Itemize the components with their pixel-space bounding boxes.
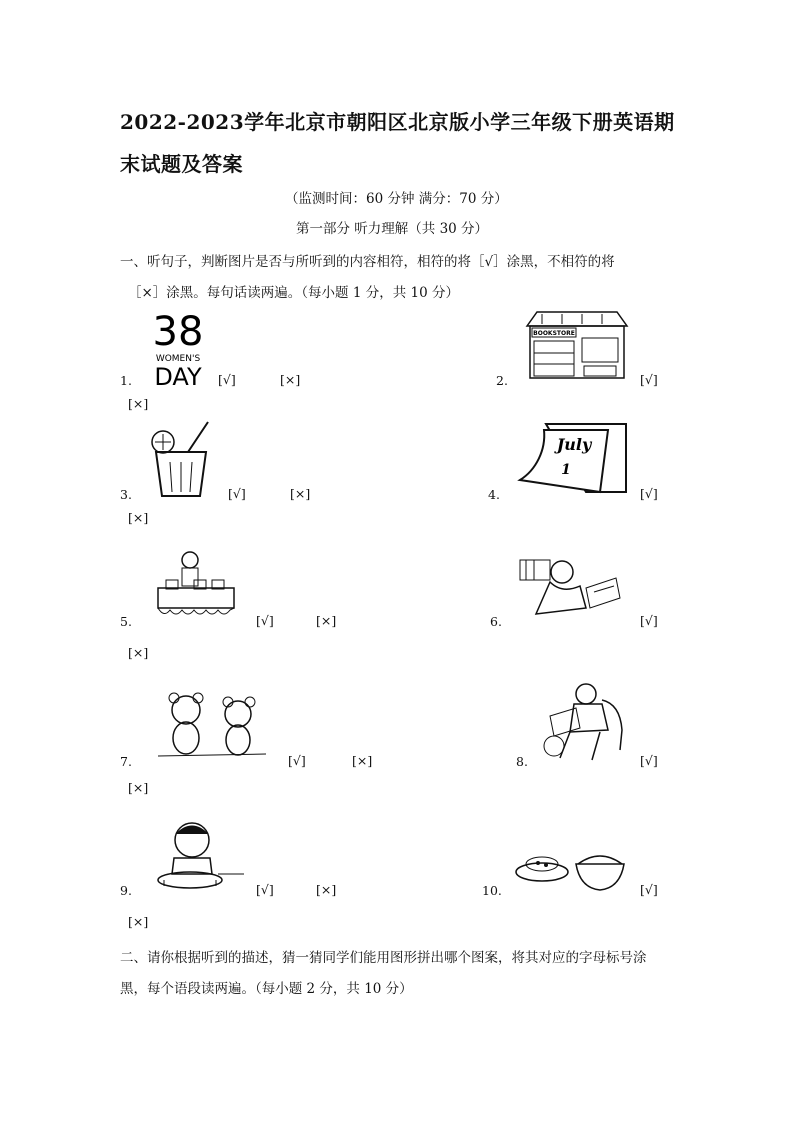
item-number: 10. — [482, 883, 502, 898]
cross-option[interactable]: [×] — [280, 372, 301, 387]
boy-at-table-picture — [150, 818, 246, 898]
check-option[interactable]: [√] — [640, 882, 658, 897]
item-number: 5. — [120, 614, 132, 629]
check-option[interactable]: [√] — [640, 372, 658, 387]
pic-text: DAY — [154, 363, 202, 391]
pic-text: BOOKSTORE — [533, 330, 575, 337]
cross-option[interactable]: [×] — [352, 753, 373, 768]
bookstore-picture — [522, 308, 632, 384]
pic-text: July — [556, 435, 592, 454]
item-number: 8. — [516, 754, 528, 769]
cross-option[interactable]: [×] — [128, 645, 149, 660]
old-man-reading-picture — [540, 680, 630, 768]
cross-option[interactable]: [×] — [290, 486, 311, 501]
cross-option[interactable]: [×] — [128, 914, 149, 929]
cross-option[interactable]: [×] — [128, 780, 149, 795]
pic-text: 1 — [561, 462, 571, 478]
title-line-1: 2022-2023学年北京市朝阳区北京版小学三年级下册英语期 — [120, 110, 675, 134]
cross-option[interactable]: [×] — [128, 510, 149, 525]
cross-option[interactable]: [×] — [316, 882, 337, 897]
exam-info: （监测时间：60 分钟 满分：70 分） — [285, 191, 508, 207]
item-number: 4. — [488, 487, 500, 502]
check-option[interactable]: [√] — [256, 882, 274, 897]
girl-at-table-picture — [154, 548, 240, 628]
item-number: 6. — [490, 614, 502, 629]
check-option[interactable]: [√] — [218, 372, 236, 387]
section1-instruction-line1: 一、听句子，判断图片是否与所听到的内容相符，相符的将［√］涂黑，不相符的将 — [120, 254, 615, 270]
juice-picture — [146, 418, 218, 502]
calendar-picture — [516, 420, 628, 500]
womens-day-picture — [148, 305, 208, 389]
pic-text: WOMEN'S — [155, 354, 201, 364]
boy-reading-picture — [516, 548, 624, 622]
item-number: 7. — [120, 754, 132, 769]
check-option[interactable]: [√] — [640, 613, 658, 628]
food-picture — [514, 848, 630, 898]
cross-option[interactable]: [×] — [316, 613, 337, 628]
bears-picture — [156, 690, 272, 766]
title-line-2: 末试题及答案 — [120, 152, 243, 176]
item-number: 2. — [496, 373, 508, 388]
section1-instruction-line2: ［×］涂黑。每句话读两遍。（每小题 1 分，共 10 分） — [128, 285, 459, 301]
item-number: 9. — [120, 883, 132, 898]
pic-text: 38 — [152, 309, 204, 355]
check-option[interactable]: [√] — [228, 486, 246, 501]
check-option[interactable]: [√] — [256, 613, 274, 628]
item-number: 1. — [120, 373, 132, 388]
section2-instruction-line1: 二、请你根据听到的描述，猜一猜同学们能用图形拼出哪个图案，将其对应的字母标号涂 — [120, 950, 647, 966]
part1-heading: 第一部分 听力理解（共 30 分） — [296, 221, 489, 237]
section2-instruction-line2: 黑，每个语段读两遍。（每小题 2 分，共 10 分） — [120, 981, 413, 997]
cross-option[interactable]: [×] — [128, 396, 149, 411]
check-option[interactable]: [√] — [640, 753, 658, 768]
check-option[interactable]: [√] — [640, 486, 658, 501]
item-number: 3. — [120, 487, 132, 502]
check-option[interactable]: [√] — [288, 753, 306, 768]
